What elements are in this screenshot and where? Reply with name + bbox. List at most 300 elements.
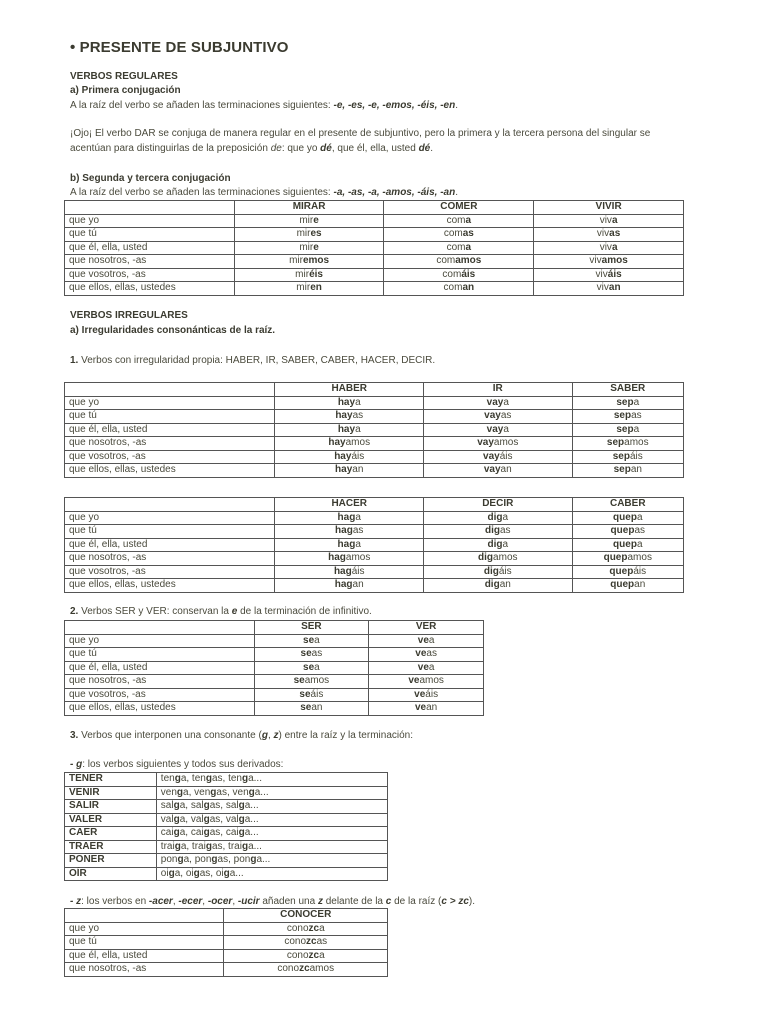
form-highlight: sep <box>613 410 632 422</box>
form-highlight: zc <box>299 963 310 975</box>
verb-cell: SALIR <box>65 800 157 814</box>
form-part: a <box>355 511 361 523</box>
conjugation-cell <box>234 228 384 242</box>
forms-cell <box>156 800 387 814</box>
conjugation-cell <box>424 525 573 539</box>
form-highlight: sep <box>616 396 634 408</box>
form-highlight: ve <box>414 688 426 700</box>
person-cell: que tú <box>65 525 275 539</box>
form-highlight: sep <box>616 423 634 435</box>
table-hacer-decir-caber <box>64 497 684 593</box>
form-part: a <box>503 423 509 435</box>
person-cell: que él, ella, usted <box>65 423 275 437</box>
conjugation-cell <box>424 437 573 451</box>
form-part: amos <box>309 963 335 975</box>
conjugation-cell <box>384 214 534 228</box>
conjugation-cell <box>224 949 388 963</box>
form-highlight: zc <box>306 936 317 948</box>
conjugation-cell <box>424 423 573 437</box>
form-part: as <box>631 410 642 422</box>
form-part: as, ten <box>211 773 242 785</box>
conjugation-cell <box>369 648 484 662</box>
table-row <box>65 786 388 800</box>
form-part: as, oi <box>199 867 224 879</box>
form-highlight: hag <box>335 525 353 537</box>
table-row <box>65 827 388 841</box>
form-highlight: as <box>462 228 474 240</box>
form-highlight: an <box>608 282 621 294</box>
conjugation-cell <box>254 648 369 662</box>
form-part: as, val <box>209 813 239 825</box>
form-part: an <box>630 464 642 476</box>
conjugation-cell <box>275 464 424 478</box>
form-highlight: dig <box>487 511 503 523</box>
table-row <box>65 579 684 593</box>
form-part: mir <box>295 268 310 280</box>
form-highlight: se <box>303 661 315 673</box>
form-highlight: amos <box>601 255 628 267</box>
form-part: amos <box>345 437 371 449</box>
form-part: a... <box>254 786 269 798</box>
form-part: a <box>503 396 509 408</box>
form-part: a <box>314 661 320 673</box>
conjugation-cell <box>224 922 388 936</box>
form-part: an <box>500 464 512 476</box>
text-bold-italic: -ecer <box>178 896 203 907</box>
form-part: an <box>426 702 438 714</box>
conjugation-cell <box>572 396 683 410</box>
form-highlight: ve <box>414 702 427 714</box>
form-highlight: g <box>238 800 245 812</box>
table-row <box>65 282 684 296</box>
conjugation-cell <box>384 255 534 269</box>
form-highlight: dig <box>484 525 500 537</box>
table-row <box>65 464 684 478</box>
form-part: amos <box>627 552 652 564</box>
conjugation-cell <box>534 241 684 255</box>
header-cell: HABER <box>275 383 424 397</box>
text-bold-italic: -acer <box>148 896 173 907</box>
person-cell: que yo <box>65 634 255 648</box>
table-row <box>65 634 484 648</box>
conjugation-cell <box>234 282 384 296</box>
form-highlight: g <box>173 827 180 839</box>
header-cell: CABER <box>572 498 683 512</box>
form-part: sal <box>160 800 174 812</box>
header-cell: COMER <box>384 201 534 215</box>
header-cell: VER <box>369 621 484 635</box>
subheading-segunda-tercera: b) Segunda y tercera conjugación <box>70 173 231 184</box>
conjugation-cell <box>424 464 573 478</box>
form-part: ven <box>160 786 177 798</box>
form-part: viv <box>596 228 610 240</box>
conjugation-cell <box>534 214 684 228</box>
form-part: cono <box>277 963 300 975</box>
table-haber-ir-saber <box>64 382 684 478</box>
table-row <box>65 840 388 854</box>
form-part: mir <box>296 282 311 294</box>
conjugation-cell <box>369 634 484 648</box>
form-highlight: se <box>303 634 315 646</box>
text: A la raíz del verbo se añaden las terminaciones siguientes: <box>70 100 334 111</box>
form-part: a <box>428 661 435 673</box>
text: , <box>172 896 179 907</box>
form-part: a <box>502 511 509 523</box>
conjugation-cell <box>275 538 424 552</box>
form-highlight: g <box>241 773 249 785</box>
conjugation-cell <box>369 702 484 716</box>
person-cell: que ellos, ellas, ustedes <box>65 464 275 478</box>
form-highlight: quep <box>609 565 634 577</box>
text-bold-italic: z <box>273 730 279 741</box>
table-row <box>65 525 684 539</box>
form-highlight: quep <box>610 579 635 591</box>
form-part: trai <box>160 840 175 852</box>
form-highlight: hay <box>334 450 352 462</box>
form-highlight: a <box>611 241 618 253</box>
form-highlight: g <box>203 813 210 825</box>
conjugation-cell <box>572 437 683 451</box>
text: : los verbos en <box>81 896 149 907</box>
form-part: an <box>352 579 364 591</box>
form-highlight: g <box>223 867 230 879</box>
form-highlight: vay <box>477 437 494 449</box>
paragraph-ojo-line1: ¡Ojo¡ El verbo DAR se conjuga de manera regular en el presente de subjuntivo, pero la primera y la tercera persona del singular se <box>70 128 651 139</box>
form-highlight: dig <box>484 579 500 591</box>
conjugation-cell <box>369 688 484 702</box>
table-row <box>65 538 684 552</box>
header-cell: MIRAR <box>234 201 384 215</box>
table-row <box>65 854 388 868</box>
form-part: viv <box>599 241 612 253</box>
verb-cell: VALER <box>65 813 157 827</box>
section-heading-regulares: VERBOS REGULARES <box>70 71 178 82</box>
form-highlight: ve <box>417 661 429 673</box>
text-bold-italic: - z <box>70 896 82 907</box>
text: ). <box>468 896 475 907</box>
table-row <box>65 773 388 787</box>
person-cell: que nosotros, -as <box>65 552 275 566</box>
text: , <box>202 896 208 907</box>
conjugation-cell <box>424 552 573 566</box>
form-highlight: en <box>310 282 322 294</box>
conjugation-cell <box>424 579 573 593</box>
form-part: as <box>311 648 323 660</box>
form-part: viv <box>595 268 608 280</box>
conjugation-cell <box>275 410 424 424</box>
header-cell-empty <box>65 201 235 215</box>
form-highlight: vay <box>486 423 504 435</box>
table-row <box>65 661 484 675</box>
form-highlight: an <box>462 282 475 294</box>
person-cell: que él, ella, usted <box>65 949 224 963</box>
form-highlight: vay <box>484 410 501 422</box>
form-part: as <box>499 525 511 537</box>
text-bold-italic: c <box>385 896 392 907</box>
header-cell-empty <box>65 383 275 397</box>
person-cell: que ellos, ellas, ustedes <box>65 282 235 296</box>
forms-cell <box>156 854 387 868</box>
form-part: an <box>499 579 511 591</box>
form-part: a <box>502 538 509 550</box>
text: : que yo <box>281 143 321 154</box>
conjugation-cell <box>234 214 384 228</box>
conjugation-cell <box>254 675 369 689</box>
form-highlight: g <box>173 813 180 825</box>
conjugation-cell <box>424 450 573 464</box>
form-part: com <box>436 255 456 267</box>
table-row <box>65 255 684 269</box>
paragraph-p1 <box>70 354 435 367</box>
form-highlight: a <box>611 214 618 226</box>
table-row <box>65 867 388 881</box>
conjugation-cell <box>234 255 384 269</box>
form-part: amos <box>624 437 649 449</box>
conjugation-cell <box>234 241 384 255</box>
paragraph-g <box>70 758 283 771</box>
form-part: a <box>633 423 640 435</box>
form-highlight: hay <box>337 423 356 435</box>
person-cell: que él, ella, usted <box>65 241 235 255</box>
subheading-primera: a) Primera conjugación <box>70 85 181 96</box>
form-highlight: quep <box>603 552 628 564</box>
conjugation-cell <box>224 963 388 977</box>
table-verbos-regulares <box>64 200 684 296</box>
text: Verbos que interponen una consonante ( <box>78 730 262 741</box>
table-row <box>65 228 684 242</box>
form-highlight: g <box>174 773 181 785</box>
form-highlight: éis <box>309 268 323 280</box>
conjugation-cell <box>572 511 683 525</box>
table-row <box>65 552 684 566</box>
form-part: a <box>314 634 320 646</box>
person-cell: que vosotros, -as <box>65 450 275 464</box>
conjugation-cell <box>572 464 683 478</box>
form-highlight: áis <box>461 268 476 280</box>
form-part: áis <box>425 688 439 700</box>
table-header-row <box>65 621 484 635</box>
form-part: as, cai <box>209 827 239 839</box>
form-highlight: hag <box>333 565 352 577</box>
form-part: as <box>352 410 364 422</box>
form-highlight: g <box>250 854 257 866</box>
form-part: as <box>352 525 364 537</box>
form-part: ten <box>160 773 175 785</box>
form-highlight: dig <box>487 538 503 550</box>
form-highlight: g <box>173 800 180 812</box>
header-cell-empty <box>65 621 255 635</box>
form-highlight: g <box>210 786 217 798</box>
text-bold-italic: e <box>231 606 238 617</box>
header-cell: CONOCER <box>224 909 388 923</box>
form-part: com <box>443 282 463 294</box>
header-cell-empty <box>65 498 275 512</box>
conjugation-cell <box>534 228 684 242</box>
form-highlight: áis <box>607 268 622 280</box>
header-cell: IR <box>424 383 573 397</box>
table-row <box>65 949 388 963</box>
form-part: a... <box>256 854 271 866</box>
header-cell-empty <box>65 909 224 923</box>
verb-cell: CAER <box>65 827 157 841</box>
conjugation-cell <box>424 511 573 525</box>
conjugation-cell <box>234 268 384 282</box>
person-cell: que ellos, ellas, ustedes <box>65 579 275 593</box>
form-highlight: vay <box>486 396 504 408</box>
form-part: a <box>428 634 435 646</box>
form-part: a, ten <box>180 773 206 785</box>
conjugation-cell <box>275 396 424 410</box>
form-part: val <box>160 813 174 825</box>
form-part: a, trai <box>180 840 206 852</box>
form-part: a, sal <box>179 800 204 812</box>
conjugation-cell <box>534 268 684 282</box>
form-part: viv <box>589 255 602 267</box>
conjugation-cell <box>384 282 534 296</box>
conjugation-cell <box>275 423 424 437</box>
section-heading-irregulares: VERBOS IRREGULARES <box>70 310 188 321</box>
text: acentúan para distinguirlas de la preposición <box>70 143 271 154</box>
form-part: mir <box>299 214 314 226</box>
form-part: as, sal <box>209 800 239 812</box>
form-highlight: g <box>241 840 249 852</box>
form-highlight: se <box>300 702 312 714</box>
list-number: 3. <box>70 730 79 741</box>
form-highlight: g <box>248 786 255 798</box>
text: . <box>455 187 458 198</box>
text: Verbos con irregularidad propia: HABER, IR, SABER, CABER, HACER, DECIR. <box>78 355 436 366</box>
form-highlight: ve <box>415 648 427 660</box>
table-header-row <box>65 383 684 397</box>
conjugation-cell <box>254 661 369 675</box>
form-part: amos <box>304 675 330 687</box>
text: : los verbos siguientes y todos sus derivados: <box>82 759 284 770</box>
paragraph-segunda <box>70 186 458 199</box>
form-part: amos <box>419 675 444 687</box>
form-highlight: hay <box>328 437 346 449</box>
conjugation-cell <box>424 538 573 552</box>
table-ser-ver <box>64 620 484 716</box>
form-part: cono <box>286 922 309 934</box>
conjugation-cell <box>572 410 683 424</box>
form-part: áis <box>351 450 365 462</box>
conjugation-cell <box>369 661 484 675</box>
endings-text: -e, -es, -e, -emos, -éis, -en <box>333 100 456 111</box>
list-number: 1. <box>70 355 79 366</box>
table-row <box>65 241 684 255</box>
form-highlight: e <box>313 214 319 226</box>
form-part: an <box>634 579 646 591</box>
form-highlight: se <box>293 675 305 687</box>
person-cell: que yo <box>65 922 224 936</box>
text: . <box>430 143 434 154</box>
form-part: mir <box>299 241 314 253</box>
person-cell: que nosotros, -as <box>65 963 224 977</box>
table-row <box>65 214 684 228</box>
forms-cell <box>156 813 387 827</box>
form-highlight: emos <box>302 255 330 267</box>
form-highlight: a <box>465 214 472 226</box>
table-header-row <box>65 498 684 512</box>
person-cell: que ellos, ellas, ustedes <box>65 702 255 716</box>
table-row <box>65 410 684 424</box>
form-highlight: g <box>238 827 245 839</box>
person-cell: que tú <box>65 228 235 242</box>
conjugation-cell <box>369 675 484 689</box>
form-part: a, cai <box>179 827 204 839</box>
verb-cell: PONER <box>65 854 157 868</box>
form-highlight: se <box>299 688 311 700</box>
table-row <box>65 396 684 410</box>
form-part: a <box>355 423 361 435</box>
table-row <box>65 648 484 662</box>
form-part: a... <box>244 800 259 812</box>
form-part: com <box>446 241 466 253</box>
table-row <box>65 922 388 936</box>
person-cell: que él, ella, usted <box>65 661 255 675</box>
form-highlight: g <box>238 813 245 825</box>
table-row <box>65 702 484 716</box>
form-part: áis <box>629 450 643 462</box>
form-highlight: vay <box>483 450 500 462</box>
conjugation-cell <box>275 579 424 593</box>
forms-cell <box>156 786 387 800</box>
form-part: as <box>634 525 645 537</box>
table-row <box>65 688 484 702</box>
form-part: a, pon <box>183 854 212 866</box>
form-part: a <box>355 538 361 550</box>
table-row <box>65 511 684 525</box>
form-highlight: amos <box>455 255 482 267</box>
form-highlight: se <box>300 648 312 660</box>
table-row <box>65 813 388 827</box>
form-highlight: quep <box>613 538 637 550</box>
conjugation-cell <box>275 450 424 464</box>
person-cell: que vosotros, -as <box>65 688 255 702</box>
form-highlight: quep <box>613 511 637 523</box>
form-highlight: hag <box>328 552 346 564</box>
text-bold-italic: -ucir <box>237 896 260 907</box>
text-bold-italic: dé <box>418 143 431 154</box>
table-row <box>65 437 684 451</box>
form-highlight: zc <box>308 922 320 934</box>
person-cell: que él, ella, usted <box>65 538 275 552</box>
form-highlight: sep <box>613 464 631 476</box>
verb-cell: TRAER <box>65 840 157 854</box>
form-highlight: vay <box>483 464 501 476</box>
conjugation-cell <box>275 565 424 579</box>
forms-cell <box>156 773 387 787</box>
paragraph-z <box>70 895 475 908</box>
text-bold-italic: z <box>317 896 323 907</box>
form-part: mir <box>289 255 303 267</box>
form-highlight: g <box>205 773 212 785</box>
text-italic: de <box>270 143 282 154</box>
form-part: pon <box>160 854 178 866</box>
form-part: a... <box>244 813 259 825</box>
person-cell: que yo <box>65 511 275 525</box>
table-verbos-g <box>64 772 388 881</box>
form-part: mir <box>296 228 311 240</box>
text: delante de la <box>322 896 386 907</box>
form-highlight: a <box>465 241 472 253</box>
form-highlight: g <box>203 800 210 812</box>
forms-cell <box>156 840 387 854</box>
form-part: com <box>443 228 463 240</box>
form-highlight: es <box>310 228 322 240</box>
conjugation-cell <box>424 410 573 424</box>
conjugation-cell <box>224 936 388 950</box>
